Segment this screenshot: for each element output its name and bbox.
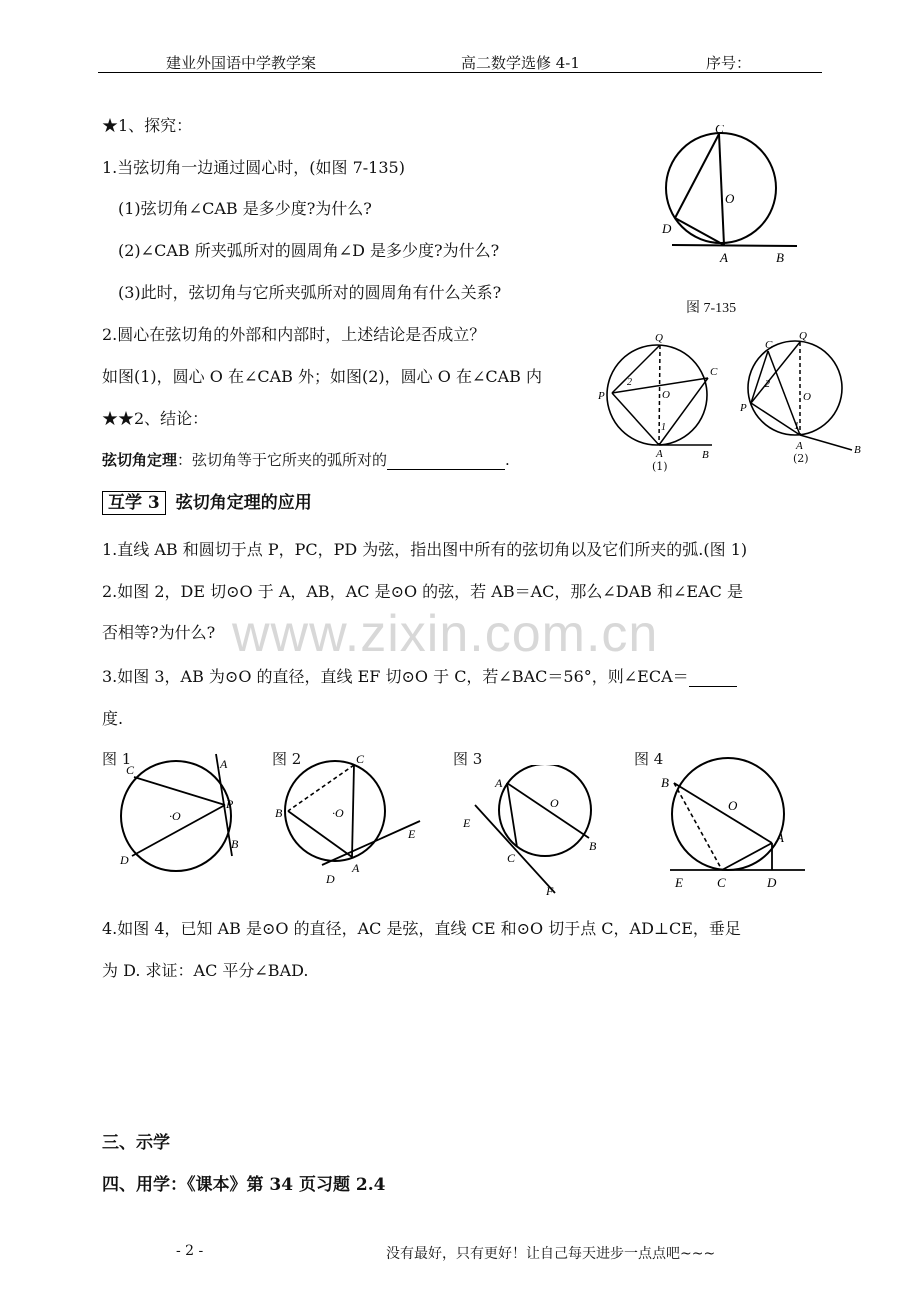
svg-text:E: E <box>463 816 471 830</box>
p1-text: 1.直线 AB 和圆切于点 P，PC，PD 为弦，指出图中所有的弦切角以及它们所夹的弧.(图 1) <box>102 540 748 559</box>
svg-text:P: P <box>740 402 747 414</box>
fig2-label: 图 2 <box>272 750 302 768</box>
svg-text:B: B <box>589 839 597 853</box>
section-four: 四、用学：《课本》第 34 页习题 2.4 <box>102 1175 386 1195</box>
fig2-diagram <box>272 755 432 885</box>
p3a-line <box>102 664 737 687</box>
q2b-text: 如图(1)，圆心 O 在∠CAB 外；如图(2)，圆心 O 在∠CAB 内 <box>102 367 543 386</box>
fig7135-caption: 图 7-135 <box>686 301 737 316</box>
svg-text:D: D <box>120 853 129 867</box>
theorem-line <box>102 449 510 470</box>
watermark: www.zixin.com.cn <box>232 605 659 663</box>
svg-text:C: C <box>507 851 516 865</box>
svg-text:P: P <box>226 797 234 811</box>
header-course: 高二数学选修 4-1 <box>461 54 580 72</box>
svg-text:·O: ·O <box>169 809 181 823</box>
section3-title: 弦切角定理的应用 <box>175 493 312 513</box>
svg-text:B: B <box>854 444 861 456</box>
theorem-end: . <box>505 451 510 469</box>
section1-title: ★1、探究： <box>102 116 193 135</box>
svg-text:A: A <box>720 250 728 265</box>
svg-text:·O: ·O <box>332 806 344 820</box>
svg-text:D: D <box>767 875 777 890</box>
fig-sub-diagrams <box>590 325 870 475</box>
svg-text:A: A <box>495 776 503 790</box>
svg-text:F: F <box>546 884 554 898</box>
q2-text: 2.圆心在弦切角的外部和内部时，上述结论是否成立？ <box>102 325 486 344</box>
svg-text:E: E <box>675 875 683 890</box>
svg-text:A: A <box>776 830 784 845</box>
fig4-label: 图 4 <box>634 750 664 768</box>
svg-text:Q: Q <box>655 332 663 344</box>
header-school: 建业外国语中学教学案 <box>166 54 317 72</box>
q1b-text: (2)∠CAB 所夹弧所对的圆周角∠D 是多少度?为什么? <box>118 241 500 260</box>
svg-text:B: B <box>776 250 784 265</box>
svg-text:2: 2 <box>627 377 632 388</box>
p3a-text: 3.如图 3，AB 为⊙O 的直径，直线 EF 切⊙O 于 C，若∠BAC＝56°，则∠ECA＝ <box>102 667 689 686</box>
svg-text:A: A <box>352 861 360 875</box>
theorem-blank <box>387 469 505 470</box>
section2-title: ★★2、结论： <box>102 409 209 428</box>
svg-text:A: A <box>220 757 228 771</box>
svg-text:D: D <box>326 872 335 885</box>
p2a-text: 2.如图 2，DE 切⊙O 于 A，AB，AC 是⊙O 的弦，若 AB＝AC，那么∠DAB 和∠EAC 是 <box>102 582 743 601</box>
svg-text:B: B <box>661 775 669 790</box>
svg-text:E: E <box>408 827 416 841</box>
fig4-diagram <box>655 752 825 892</box>
svg-text:B: B <box>702 449 709 461</box>
fig-sub2-label: (2) <box>793 452 809 465</box>
footer-motto: 没有最好，只有更好！让自己每天进步一点点吧~~~ <box>386 1246 716 1262</box>
svg-text:O: O <box>550 796 559 810</box>
q1a-text: (1)弦切角∠CAB 是多少度?为什么? <box>118 199 372 218</box>
section3-box: 互学 3 <box>102 491 166 515</box>
svg-text:C: C <box>126 763 135 777</box>
svg-text:B: B <box>275 806 283 820</box>
p3b-text: 度. <box>102 709 124 728</box>
section3-header <box>102 488 312 513</box>
p2b-text: 否相等?为什么? <box>102 623 216 642</box>
svg-text:Q: Q <box>799 330 807 342</box>
svg-text:C: C <box>356 755 365 766</box>
p4b-text: 为 D. 求证：AC 平分∠BAD. <box>102 961 309 980</box>
q1c-text: (3)此时，弦切角与它所夹弧所对的圆周角有什么关系? <box>118 283 502 302</box>
svg-text:O: O <box>803 391 811 403</box>
svg-text:A: A <box>796 440 803 452</box>
footer-page: - 2 - <box>176 1243 204 1259</box>
svg-text:1: 1 <box>661 422 666 433</box>
svg-text:B: B <box>231 837 239 851</box>
svg-text:P: P <box>598 390 605 402</box>
fig-sub1-label: (1) <box>652 460 668 473</box>
svg-text:O: O <box>728 798 738 813</box>
svg-text:C: C <box>765 339 773 351</box>
theorem-label: 弦切角定理 <box>102 451 178 469</box>
p3-blank <box>689 686 737 687</box>
fig3-label: 图 3 <box>453 750 483 768</box>
header-serial-label: 序号： <box>706 54 752 72</box>
svg-text:A: A <box>656 448 663 460</box>
svg-text:D: D <box>662 221 672 236</box>
svg-text:C: C <box>717 875 726 890</box>
fig1-diagram <box>112 752 252 882</box>
svg-text:C: C <box>710 366 718 378</box>
svg-text:C: C <box>715 125 724 136</box>
fig-7-135-diagram <box>650 125 800 320</box>
section-three: 三、示学 <box>102 1133 170 1153</box>
theorem-text: ：弦切角等于它所夹的弧所对的 <box>177 451 388 469</box>
header-serial <box>706 52 799 73</box>
svg-text:2: 2 <box>765 379 770 390</box>
header-rule <box>98 72 822 73</box>
p4a-text: 4.如图 4，已知 AB 是⊙O 的直径，AC 是弦，直线 CE 和⊙O 切于点 C，AD⊥CE，垂足 <box>102 919 741 938</box>
svg-text:1: 1 <box>794 421 799 432</box>
fig1-label: 图 1 <box>102 750 132 768</box>
svg-text:O: O <box>725 191 735 206</box>
svg-text:O: O <box>662 389 670 401</box>
q1-text: 1.当弦切角一边通过圆心时，(如图 7-135) <box>102 158 405 177</box>
fig3-diagram <box>455 765 605 900</box>
